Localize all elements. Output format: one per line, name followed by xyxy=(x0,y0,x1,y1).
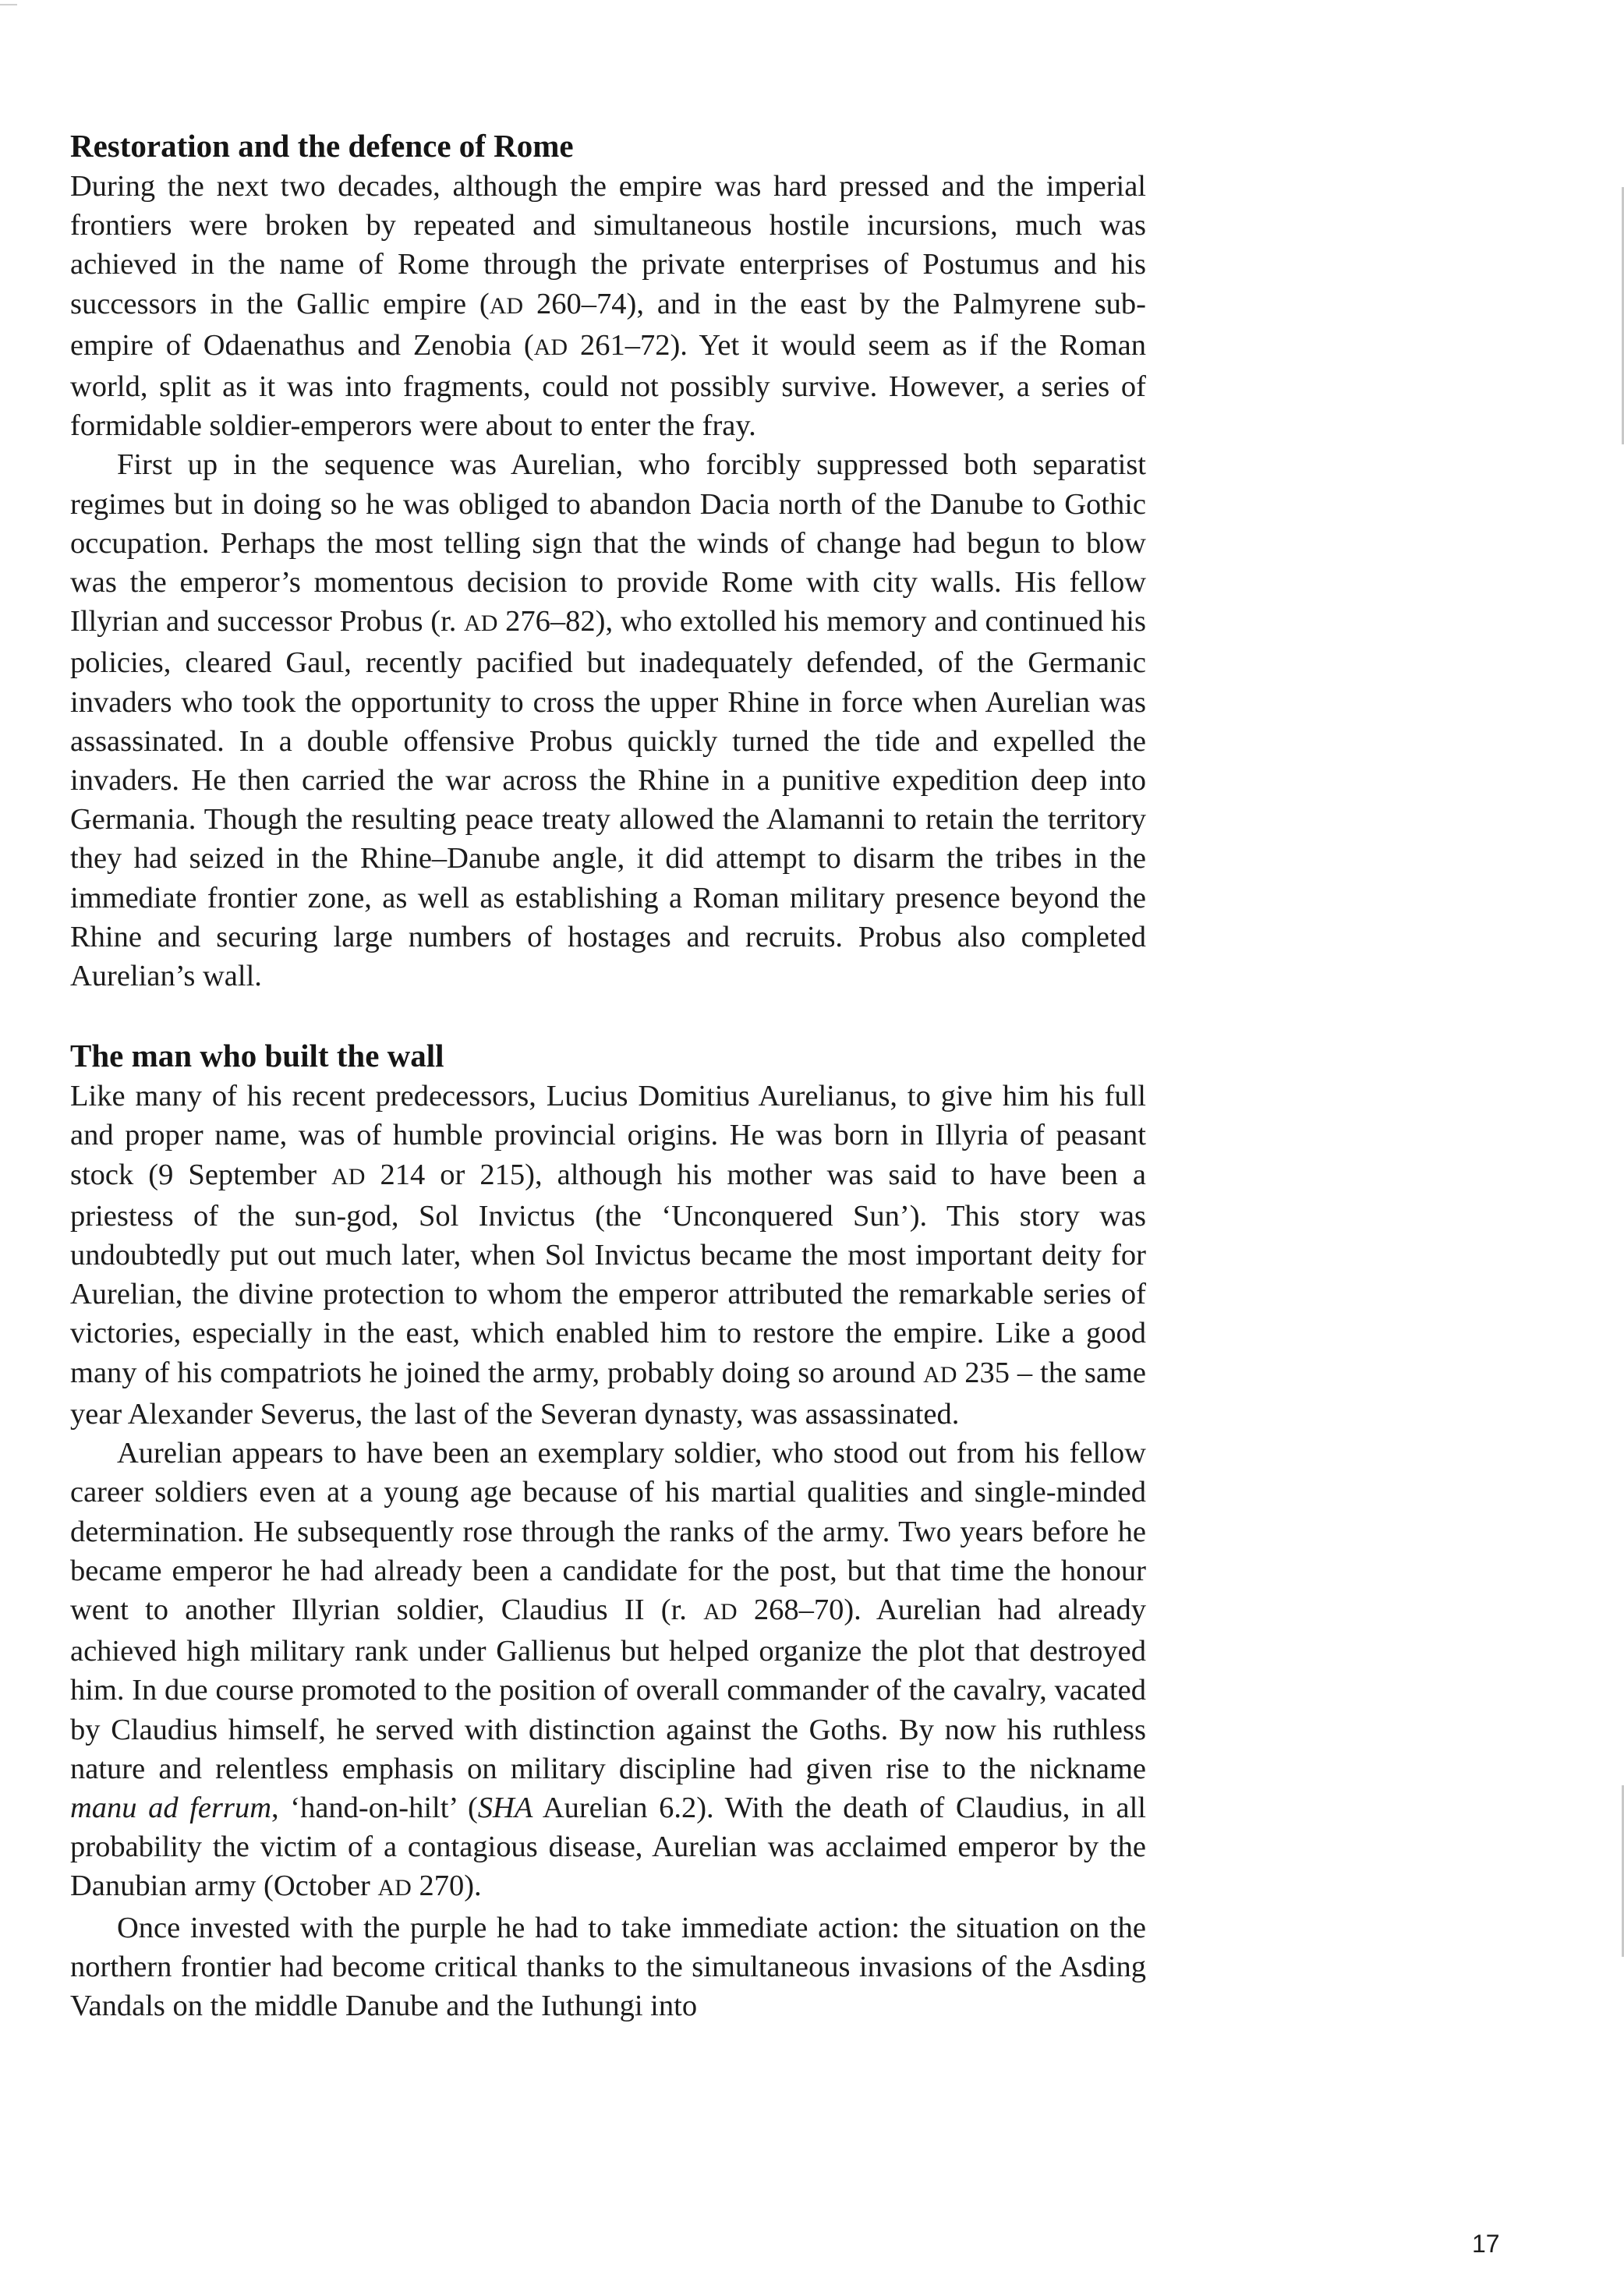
text-run: Aurelian appears to have been an exemplary soldier, who stood out from his fellow career soldiers even at a young age because of his martial qualities and single-minded determination. He subsequently rose through the ranks of the army. Two years before he became emperor he had already been a candidate for the post, but that time the honour went to another Illyrian soldier, Claudius II (r. xyxy=(70,1437,1146,1626)
text-run: 261–72). Yet it would seem as if the Roman world, split as it was into fragments, could not possibly survive. However, a series of formidable soldier-emperors were about to enter the fray. xyxy=(70,328,1146,443)
latin-phrase: manu ad ferrum xyxy=(70,1791,272,1824)
era-abbreviation: AD xyxy=(703,1598,738,1625)
text-run: Aurelian 6.2). With the death of Claudius, in all probability the victim of a contagious disease, Aurelian was acclaimed emperor by the Danubian army (October xyxy=(70,1791,1146,1903)
text-run: First up in the sequence was Aurelian, who forcibly suppressed both separatist regimes but in doing so he was obliged to abandon Dacia north of the Danube to Gothic occupation. Perhaps the most telling sign that the winds of change had begun to blow was the emperor’s momentous decision to provide Rome with city walls. His fellow Illyrian and successor Probus (r. xyxy=(70,448,1146,638)
era-abbreviation: AD xyxy=(377,1875,412,1901)
era-abbreviation: AD xyxy=(533,334,568,360)
text-run: 260–74), and in the east by the Palmyrene sub-empire of Odaenathus and Zenobia ( xyxy=(70,287,1146,362)
paragraph xyxy=(70,445,1146,996)
text-run: 276–82), who extolled his memory and continued his policies, cleared Gaul, recently pacified but inadequately defended, of the Germanic invaders who took the opportunity to cross the upper Rhine in force when Aurelian was assassinated. In a double offensive Probus quickly turned the tide and expelled the invaders. He then carried the war across the Rhine in a punitive expedition deep into Germania. Though the resulting peace treaty allowed the Alamanni to retain the territory they had seized in the Rhine–Danube angle, it did attempt to disarm the tribes in the immediate frontier zone, as well as establishing a Roman military presence beyond the Rhine and securing large numbers of hostages and recruits. Probus also completed Aurelian’s wall. xyxy=(70,605,1146,993)
text-run: 214 or 215), although his mother was said to have been a priestess of the sun-god, Sol Invictus (the ‘Unconquered Sun’). This story was undoubtedly put out much later, when Sol Invictus became the most important deity for Aurelian, the divine protection to whom the emperor attributed the remarkable series of victories, especially in the east, which enabled him to restore the empire. Like a good many of his compatriots he joined the army, probably doing so around xyxy=(70,1158,1146,1389)
text-column xyxy=(70,125,1146,2025)
era-abbreviation: AD xyxy=(331,1163,366,1190)
text-run: Like many of his recent predecessors, Lucius Domitius Aurelianus, to give him his full and proper name, was of humble provincial origins. He was born in Illyria of peasant stock (9 September xyxy=(70,1080,1146,1191)
text-run: , ‘hand-on-hilt’ ( xyxy=(271,1791,478,1824)
paragraph xyxy=(70,1434,1146,1908)
text-run: Once invested with the purple he had to take immediate action: the situation on the northern frontier had become critical thanks to the simultaneous invasions of the Asding Vandals on the middle Danube and the Iuthungi into xyxy=(70,1911,1146,2022)
source-abbreviation: SHA xyxy=(477,1791,533,1824)
section-heading-restoration: Restoration and the defence of Rome xyxy=(70,128,574,164)
page-number: 17 xyxy=(1472,2230,1500,2258)
text-run: 268–70). Aurelian had already achieved high military rank under Gallienus but helped organize the plot that destroyed him. In due course promoted to the position of overall commander of the cavalry, vacated by Claudius himself, he served with distinction against the Goths. By now his ruthless nature and relentless emphasis on military discipline had given rise to the nickname xyxy=(70,1593,1146,1785)
era-abbreviation: AD xyxy=(489,292,524,319)
paragraph xyxy=(70,1908,1146,2026)
paragraph xyxy=(70,1077,1146,1434)
era-abbreviation: AD xyxy=(923,1361,957,1388)
era-abbreviation: AD xyxy=(464,610,498,637)
paragraph xyxy=(70,167,1146,445)
section-heading-wall: The man who built the wall xyxy=(70,1038,444,1074)
text-run: 270). xyxy=(411,1869,482,1903)
scan-corner-mark xyxy=(0,4,17,5)
text-run: During the next two decades, although the empire was hard pressed and the imperial frontiers were broken by repeated and simultaneous hostile incursions, much was achieved in the name of Rome through the private enterprises of Postumus and his successors in the Gallic empire ( xyxy=(70,170,1146,320)
text-run: 235 – the same year Alexander Severus, the last of the Severan dynasty, was assassinated. xyxy=(70,1356,1146,1431)
